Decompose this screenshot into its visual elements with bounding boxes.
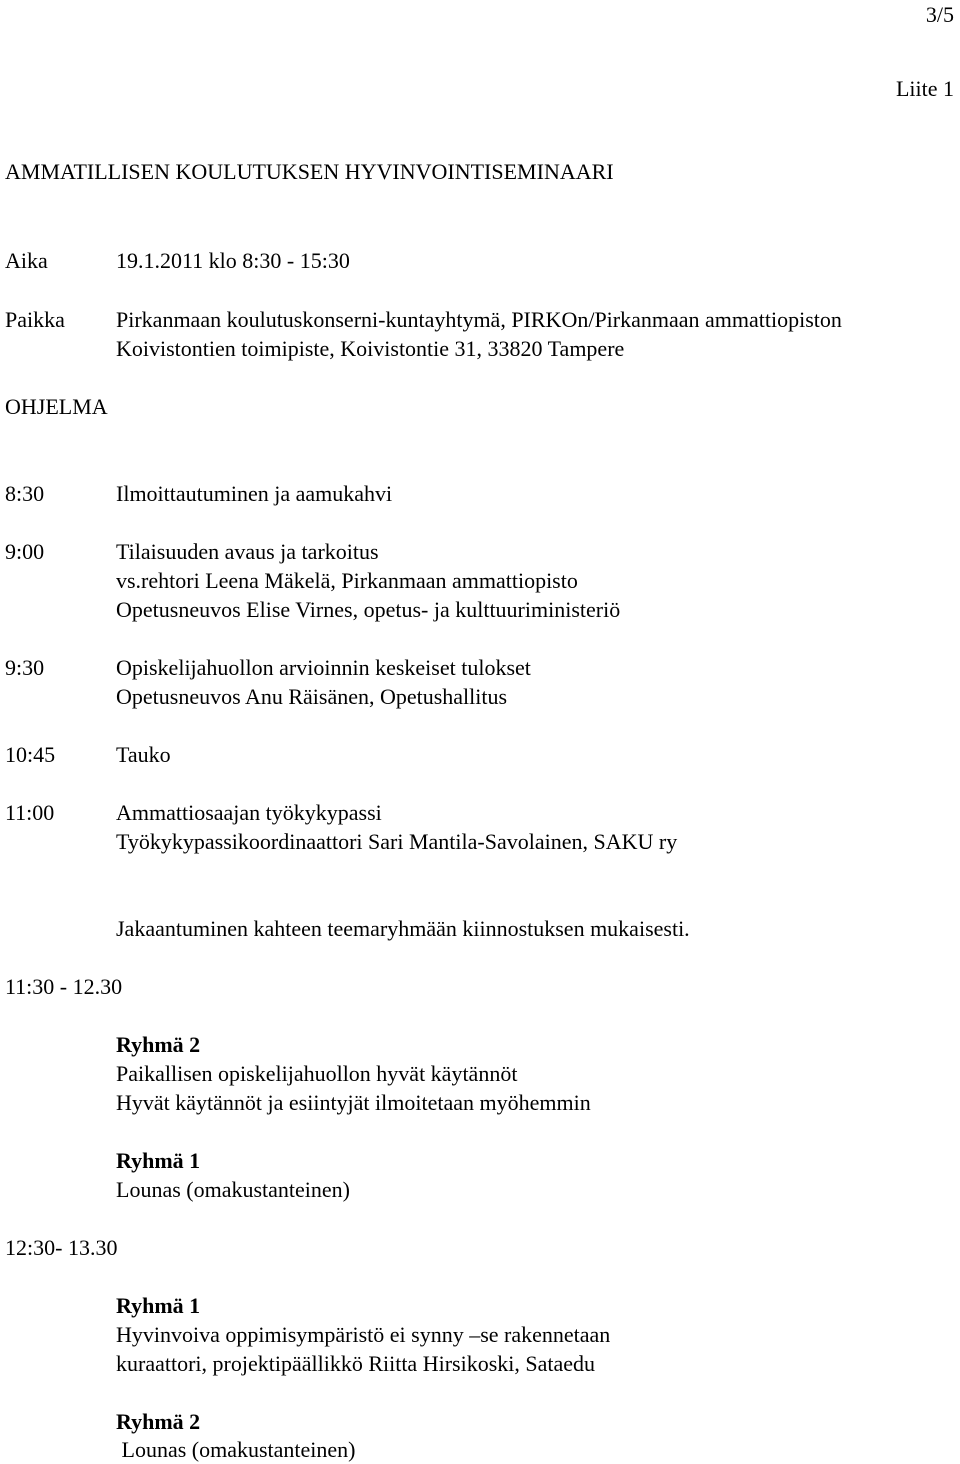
program-speaker: Opetusneuvos Anu Räisänen, Opetushallitus <box>116 684 508 709</box>
program-item: Opiskelijahuollon arvioinnin keskeiset tulokset <box>116 655 531 680</box>
session-time: 12:30- 13.30 <box>5 1235 118 1260</box>
group-name: Ryhmä 1 <box>116 1293 201 1318</box>
group-topic: Paikallisen opiskelijahuollon hyvät käytännöt <box>116 1061 518 1086</box>
program-item: Tauko <box>116 742 171 767</box>
document-title: AMMATILLISEN KOULUTUKSEN HYVINVOINTISEMINAARI <box>5 159 614 184</box>
group-name: Ryhmä 2 <box>116 1032 201 1057</box>
group-detail: Hyvät käytännöt ja esiintyjät ilmoitetaan myöhemmin <box>116 1090 591 1115</box>
group-detail: kuraattori, projektipäällikkö Riitta Hirsikoski, Sataedu <box>116 1351 596 1376</box>
group-topic: Hyvinvoiva oppimisympäristö ei synny –se rakennetaan <box>116 1322 611 1347</box>
program-speaker: Työkykypassikoordinaattori Sari Mantila-Savolainen, SAKU ry <box>116 829 678 854</box>
split-note: Jakaantuminen kahteen teemaryhmään kiinnostuksen mukaisesti. <box>116 916 690 941</box>
program-heading: OHJELMA <box>5 394 108 419</box>
program-item: Tilaisuuden avaus ja tarkoitus <box>116 539 379 564</box>
group-name: Ryhmä 2 <box>116 1409 201 1434</box>
group-name: Ryhmä 1 <box>116 1148 201 1173</box>
program-item: Ammattiosaajan työkykypassi <box>116 800 382 825</box>
program-speaker: vs.rehtori Leena Mäkelä, Pirkanmaan ammattiopisto <box>116 568 578 593</box>
group-topic: Lounas (omakustanteinen) <box>116 1437 356 1462</box>
program-item: Ilmoittautuminen ja aamukahvi <box>116 481 393 506</box>
place-line-2: Koivistontien toimipiste, Koivistontie 31, 33820 Tampere <box>116 336 625 361</box>
program-time: 9:30 <box>5 655 45 680</box>
program-speaker: Opetusneuvos Elise Virnes, opetus- ja kulttuuriministeriö <box>116 597 621 622</box>
program-time: 10:45 <box>5 742 56 767</box>
page-number: 3/5 <box>925 2 954 27</box>
session-time: 11:30 - 12.30 <box>5 974 123 999</box>
place-label: Paikka <box>5 307 65 332</box>
time-label: Aika <box>5 248 48 273</box>
program-time: 11:00 <box>5 800 55 825</box>
place-line-1: Pirkanmaan koulutuskonserni-kuntayhtymä, PIRKOn/Pirkanmaan ammattiopiston <box>116 307 842 332</box>
group-topic: Lounas (omakustanteinen) <box>116 1177 350 1202</box>
attachment-label: Liite 1 <box>895 76 954 101</box>
program-time: 9:00 <box>5 539 45 564</box>
program-time: 8:30 <box>5 481 45 506</box>
time-value: 19.1.2011 klo 8:30 - 15:30 <box>116 248 350 273</box>
